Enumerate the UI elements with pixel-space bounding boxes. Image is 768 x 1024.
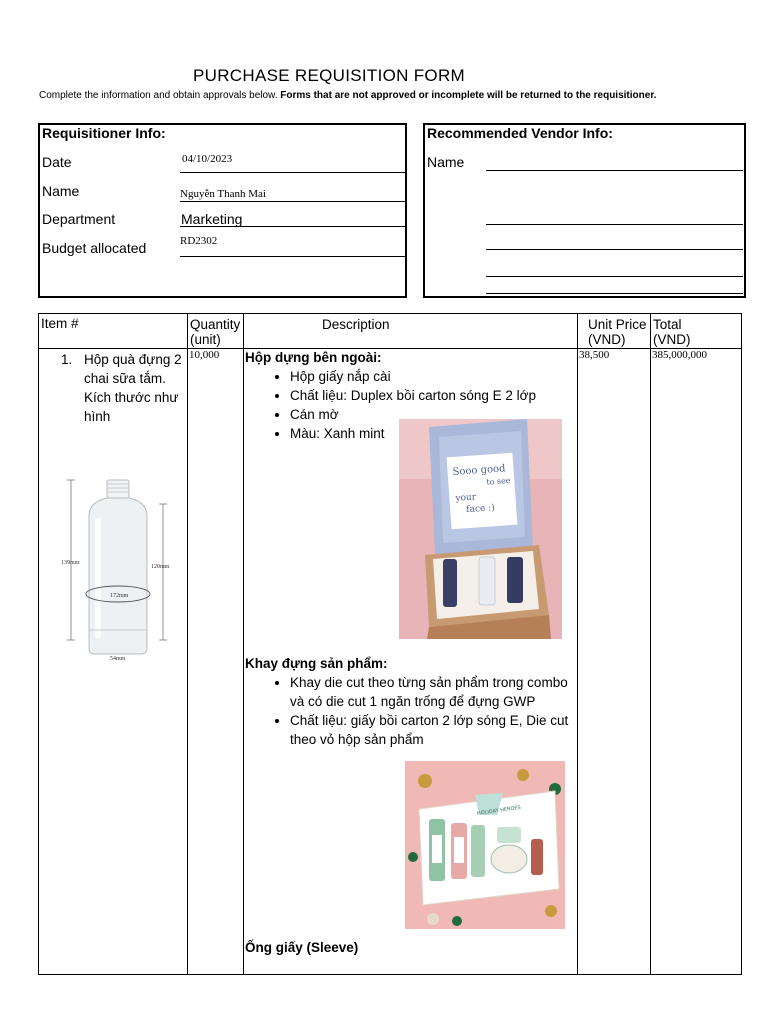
header-total: Total (VND) [653,317,691,347]
vendor-line-5[interactable] [486,293,743,294]
unit-price-value[interactable]: 38,500 [579,349,610,361]
bottle-diagram-image [59,466,177,664]
requisitioner-info-box [38,123,407,298]
header-quantity: Quantity (unit) [190,317,241,347]
list-item: • Chất liệu: Duplex bồi carton sóng E 2 lớp [290,386,575,405]
vendor-info-box [423,123,746,298]
total-value[interactable]: 385,000,000 [652,349,707,361]
department-value[interactable]: Marketing [181,211,243,227]
tray-section [245,654,575,749]
list-item: • Chất liệu: giấy bồi carton 2 lớp sóng E, Die cut theo vỏ hộp sản phẩm [290,711,575,749]
form-instructions: Complete the information and obtain approvals below. Forms that are not approved or incomplete will be returned to the requisitioner. [39,90,657,101]
tray-photo-text: HOLIDAY HEROES [476,804,522,817]
name-underline [180,201,406,202]
name-label: Name [42,183,80,199]
form-title: PURCHASE REQUISITION FORM [193,66,465,85]
budget-underline [180,256,406,257]
box-photo-text-4: face :) [465,503,496,516]
header-item: Item # [41,316,79,331]
tray-title: Khay đựng sản phẩm: [245,656,388,671]
bottle-body-label: 120mm [151,564,170,570]
date-label: Date [42,154,72,170]
requisitioner-heading: Requisitioner Info: [42,125,166,141]
sleeve-title: Ống giấy (Sleeve) [245,940,359,955]
box-photo-text-3: your [455,492,477,504]
item-number: 1. [61,352,73,367]
list-item: • Màu: Xanh mint [290,424,575,443]
bottle-width-label: 54mm [110,656,126,662]
department-underline [180,226,406,227]
date-value[interactable]: 04/10/2023 [182,153,233,165]
vendor-name-label: Name [427,154,465,170]
box-photo-text-2: to see [486,475,511,487]
quantity-value[interactable]: 10,000 [189,349,220,361]
list-item: • Hộp giấy nắp cài [290,367,575,386]
items-table [38,313,742,975]
vendor-line-3[interactable] [486,249,743,250]
vendor-line-2[interactable] [486,224,743,225]
holiday-tray-photo [405,761,565,929]
box-photo-text-1: Sooo good [452,463,506,478]
date-underline [180,172,406,173]
header-description: Description [322,317,390,332]
bottle-height-label: 139mm [61,560,80,566]
bottle-circ-label: 172mm [110,593,129,599]
vendor-name-line[interactable] [486,170,743,171]
vendor-heading: Recommended Vendor Info: [427,125,613,141]
department-label: Department [42,211,116,227]
list-item: • Khay die cut theo từng sản phẩm trong combo và có die cut 1 ngăn trống để đựng GWP [290,673,575,711]
list-item: • Cán mờ [290,405,575,424]
item-description: Hộp quà đựng 2 chai sữa tắm. Kích thước như hình [84,352,182,424]
gift-box-photo [399,419,562,639]
tray-bullets [245,673,575,749]
budget-label: Budget allocated [42,240,147,256]
header-unit-price: Unit Price (VND) [588,317,647,347]
name-value[interactable]: Nguyễn Thanh Mai [180,188,266,200]
outer-box-title: Hộp dựng bên ngoài: [245,350,382,365]
vendor-line-4[interactable] [486,276,743,277]
budget-value[interactable]: RD2302 [180,235,218,247]
